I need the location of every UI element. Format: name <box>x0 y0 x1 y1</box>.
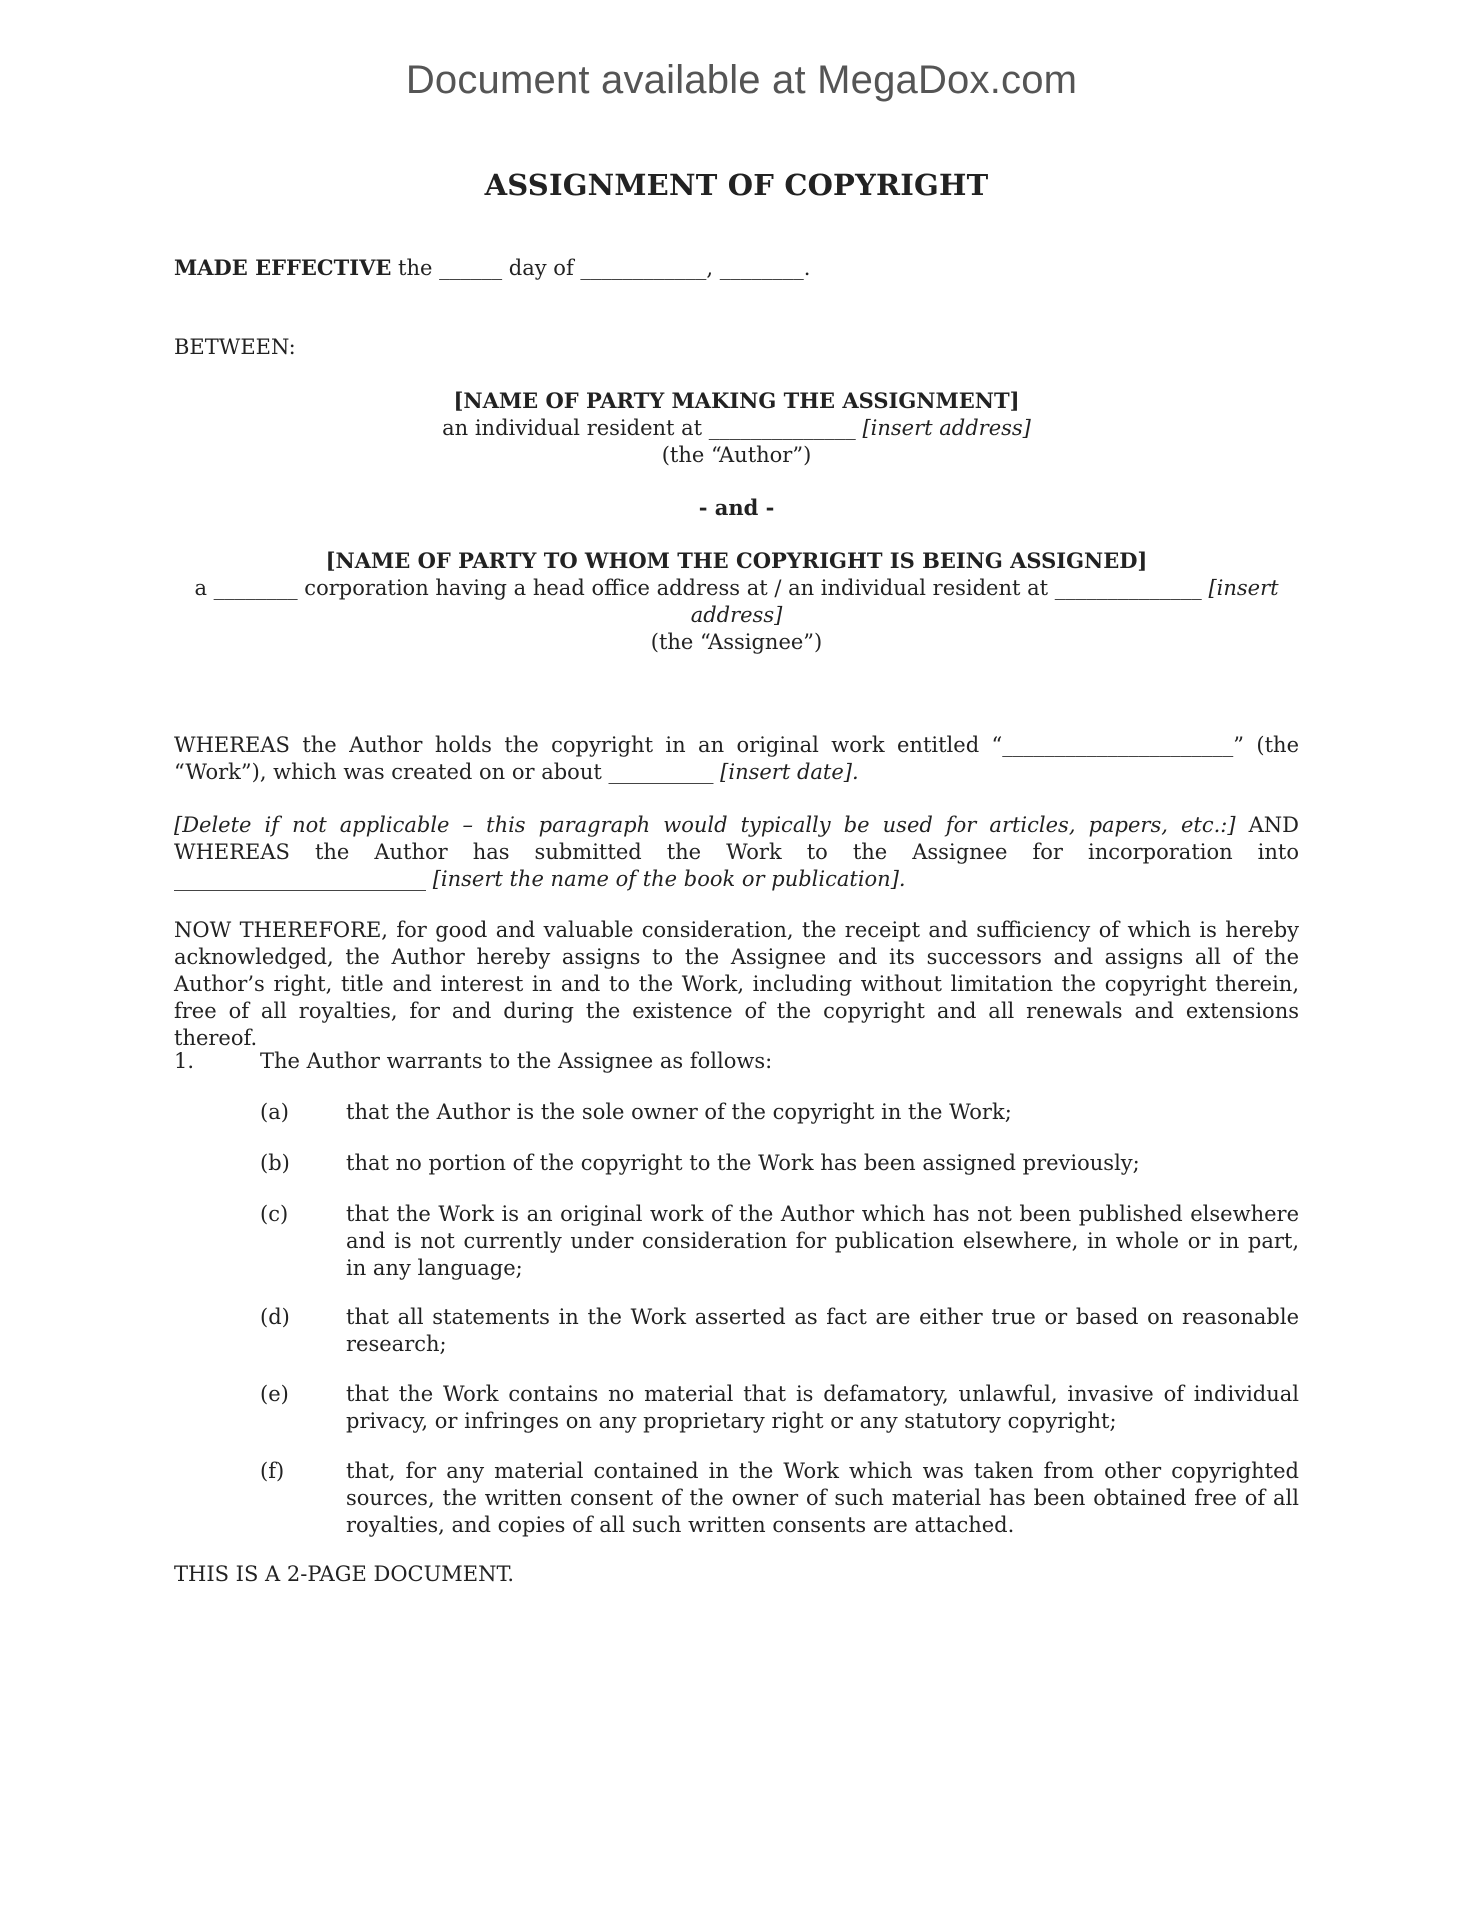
clause-1-text: The Author warrants to the Assignee as follows: <box>260 1049 773 1073</box>
effective-date-blanks: the ______ day of ____________, ________. <box>391 256 811 280</box>
subclause-text: that the Author is the sole owner of the copyright in the Work; <box>346 1100 1012 1124</box>
whereas-paragraph-1: WHEREAS the Author holds the copyright in an original work entitled “______________________” (the “Work”), which was created on or about __________ [insert date]. <box>174 733 1299 784</box>
effective-label: MADE EFFECTIVE <box>174 255 392 280</box>
party1-address-placeholder: [insert address] <box>862 416 1031 440</box>
subclause-label: (e) <box>260 1382 289 1406</box>
whereas-paragraph-2: [Delete if not applicable – this paragraph would typically be used for articles, papers, etc.:] AND WHEREAS the Author has submitted the Work to the Assignee for incorporation into ________________________ [insert the name of the book or publication]. <box>174 813 1299 891</box>
and-separator: - and - <box>698 495 775 520</box>
subclause-text: that the Work contains no material that is defamatory, unlawful, invasive of individual privacy, or infringes on any proprietary right or any statutory copyright; <box>346 1382 1299 1433</box>
clause-1-number: 1. <box>174 1049 195 1073</box>
document-title: ASSIGNMENT OF COPYRIGHT <box>484 168 989 202</box>
party2-block <box>174 547 1299 656</box>
party2-address-placeholder: [insert address] <box>690 576 1279 627</box>
party2-role: (the “Assignee”) <box>650 630 823 654</box>
subclause-text: that the Work is an original work of the Author which has not been published elsewhere and is not currently under consideration for publication elsewhere, in whole or in part, in any language; <box>346 1202 1299 1280</box>
whereas1-date-placeholder: [insert date]. <box>720 760 859 784</box>
now-therefore-paragraph: NOW THEREFORE, for good and valuable consideration, the receipt and sufficiency of which is hereby acknowledged, the Author hereby assigns to the Assignee and its successors and assigns all of the Author’s right, title and interest in and to the Work, including without limitation the copyright therein, free of all royalties, for and during the existence of the copyright and all renewals and extensions thereof. <box>174 918 1299 1050</box>
subclause-text: that no portion of the copyright to the Work has been assigned previously; <box>346 1151 1140 1175</box>
whereas2-note: [Delete if not applicable – this paragraph would typically be used for articles, papers, etc.:] <box>174 813 1236 837</box>
subclause-label: (f) <box>260 1459 285 1483</box>
between-heading: BETWEEN: <box>174 335 296 359</box>
page-count-notice: THIS IS A 2-PAGE DOCUMENT. <box>174 1562 515 1586</box>
subclause-text: that, for any material contained in the Work which was taken from other copyrighted sources, the written consent of the owner of such material has been obtained free of all royalties, and copies of all such written consents are attached. <box>346 1459 1299 1537</box>
subclause-text: that all statements in the Work asserted as fact are either true or based on reasonable research; <box>346 1305 1299 1356</box>
party1-address: an individual resident at ______________ [insert address] <box>442 416 1031 440</box>
effective-date-line <box>174 254 1299 282</box>
whereas2-publication-placeholder: [insert the name of the book or publication]. <box>432 867 906 891</box>
party2-name: [NAME OF PARTY TO WHOM THE COPYRIGHT IS BEING ASSIGNED] <box>325 548 1148 573</box>
subclause-label: (b) <box>260 1151 290 1175</box>
subclause-label: (a) <box>260 1100 289 1124</box>
party1-role: (the “Author”) <box>661 443 812 467</box>
subclause-label: (c) <box>260 1202 289 1226</box>
subclause-label: (d) <box>260 1305 290 1329</box>
party2-address: a ________ corporation having a head office address at / an individual resident at ______________ [insert address] <box>194 576 1279 627</box>
party1-block <box>174 387 1299 469</box>
watermark-banner: Document available at MegaDox.com <box>405 58 1078 102</box>
party1-name: [NAME OF PARTY MAKING THE ASSIGNMENT] <box>453 388 1020 413</box>
